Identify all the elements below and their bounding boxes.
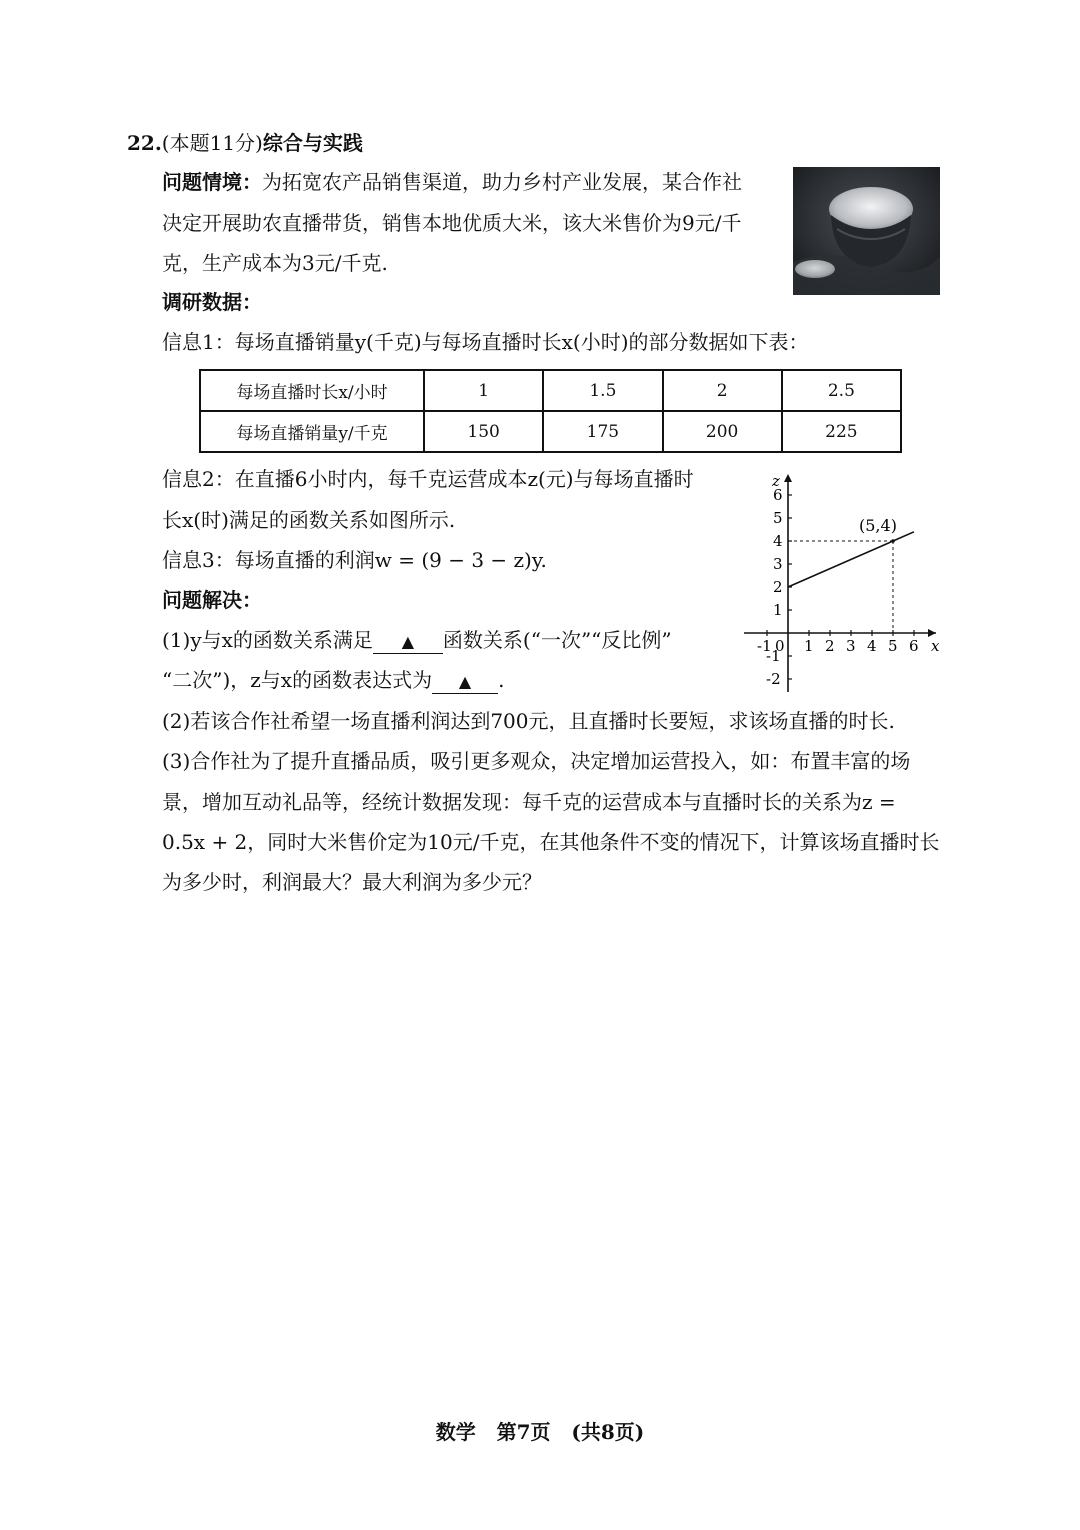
y-tick-label: -2 <box>766 670 781 688</box>
x-tick-label: 6 <box>909 637 919 655</box>
rice-bowl-photo <box>793 167 940 295</box>
y-tick-label: 6 <box>773 486 783 504</box>
x-tick-label: 3 <box>846 637 856 655</box>
table-cell: 1.5 <box>543 370 662 411</box>
x-tick-label: 1 <box>804 637 814 655</box>
info-2-line-2: 长x(时)满足的函数关系如图所示. <box>162 508 456 532</box>
q1-line-1 <box>162 627 672 654</box>
answer-blank-1[interactable] <box>373 629 443 654</box>
table-cell: 200 <box>663 411 782 452</box>
origin-label: 0 <box>775 637 785 655</box>
y-tick-label: 1 <box>773 601 783 619</box>
y-axis-arrow-icon <box>784 474 792 482</box>
q2-text: (2)若该合作社希望一场直播利润达到700元，且直播时长要短，求该场直播的时长. <box>162 709 895 733</box>
data-point <box>891 539 895 543</box>
table-row <box>200 370 901 411</box>
y-tick-label: 4 <box>773 532 783 550</box>
scenario-label: 问题情境： <box>162 170 262 194</box>
y-tick-label: 2 <box>773 578 783 596</box>
info-2-line-1: 信息2：在直播6小时内，每千克运营成本z(元)与每场直播时 <box>162 467 694 491</box>
question-heading <box>127 130 363 156</box>
page-footer <box>0 1416 1080 1445</box>
q3-line-3: 0.5x + 2，同时大米售价定为10元/千克，在其他条件不变的情况下，计算该场直播时长 <box>162 830 940 854</box>
research-label: 调研数据： <box>162 290 262 314</box>
info-1: 信息1：每场直播销量y(千克)与每场直播时长x(小时)的部分数据如下表： <box>162 330 809 354</box>
point-label: (5,4) <box>859 516 897 535</box>
x-axis-label: x <box>931 637 940 655</box>
solve-label: 问题解决： <box>162 588 262 612</box>
scenario-line-2: 决定开展助农直播带货，销售本地优质大米，该大米售价为9元/千 <box>162 211 742 235</box>
table-row <box>200 411 901 452</box>
q3-line-4: 为多少时，利润最大？最大利润为多少元？ <box>162 870 542 894</box>
q1-text-c: “二次”)，z与x的函数表达式为 <box>162 668 433 692</box>
question-meta: (本题11分) <box>161 131 263 155</box>
scenario-line-3: 克，生产成本为3元/千克. <box>162 251 388 275</box>
table-cell: 225 <box>782 411 901 452</box>
function-graph <box>740 470 940 695</box>
y-tick-label: -1 <box>766 647 781 665</box>
triangle-icon: ▲ <box>458 672 472 691</box>
table-row-header: 每场直播时长x/小时 <box>200 370 424 411</box>
table-cell: 1 <box>424 370 543 411</box>
question-title: 综合与实践 <box>262 131 363 155</box>
x-tick-label: 2 <box>825 637 835 655</box>
x-tick-label: 5 <box>888 637 898 655</box>
y-axis-label: z <box>772 472 780 490</box>
table-cell: 2.5 <box>782 370 901 411</box>
table-cell: 175 <box>543 411 662 452</box>
table-cell: 2 <box>663 370 782 411</box>
q1-text-b: 函数关系(“一次”“反比例” <box>442 628 672 652</box>
answer-blank-2[interactable] <box>432 669 498 694</box>
x-tick-label: 4 <box>867 637 877 655</box>
y-tick-label: 5 <box>773 509 783 527</box>
q1-text-a: (1)y与x的函数关系满足 <box>162 628 373 652</box>
y-tick-label: 3 <box>773 555 783 573</box>
q3-line-1: (3)合作社为了提升直播品质，吸引更多观众，决定增加运营投入，如：布置丰富的场 <box>162 749 911 773</box>
x-tick-label: -1 <box>757 637 772 655</box>
footer-subject: 数学 <box>435 1420 476 1444</box>
q3-line-2: 景，增加互动礼品等，经统计数据发现：每千克的运营成本与直播时长的关系为z = <box>162 790 896 814</box>
footer-total: (共8页) <box>571 1420 645 1444</box>
x-axis-arrow-icon <box>928 629 936 637</box>
triangle-icon: ▲ <box>401 632 415 651</box>
question-number: 22. <box>127 131 162 155</box>
q1-line-2 <box>162 667 504 694</box>
data-table <box>199 369 902 453</box>
scenario-line-1 <box>162 169 742 195</box>
table-cell: 150 <box>424 411 543 452</box>
table-row-header: 每场直播销量y/千克 <box>200 411 424 452</box>
q1-text-d: . <box>498 668 505 692</box>
series-line <box>788 532 914 587</box>
scenario-text-1: 为拓宽农产品销售渠道，助力乡村产业发展，某合作社 <box>262 170 742 194</box>
footer-page: 第7页 <box>496 1420 551 1444</box>
info-3: 信息3：每场直播的利润w = (9 − 3 − z)y. <box>162 548 547 572</box>
